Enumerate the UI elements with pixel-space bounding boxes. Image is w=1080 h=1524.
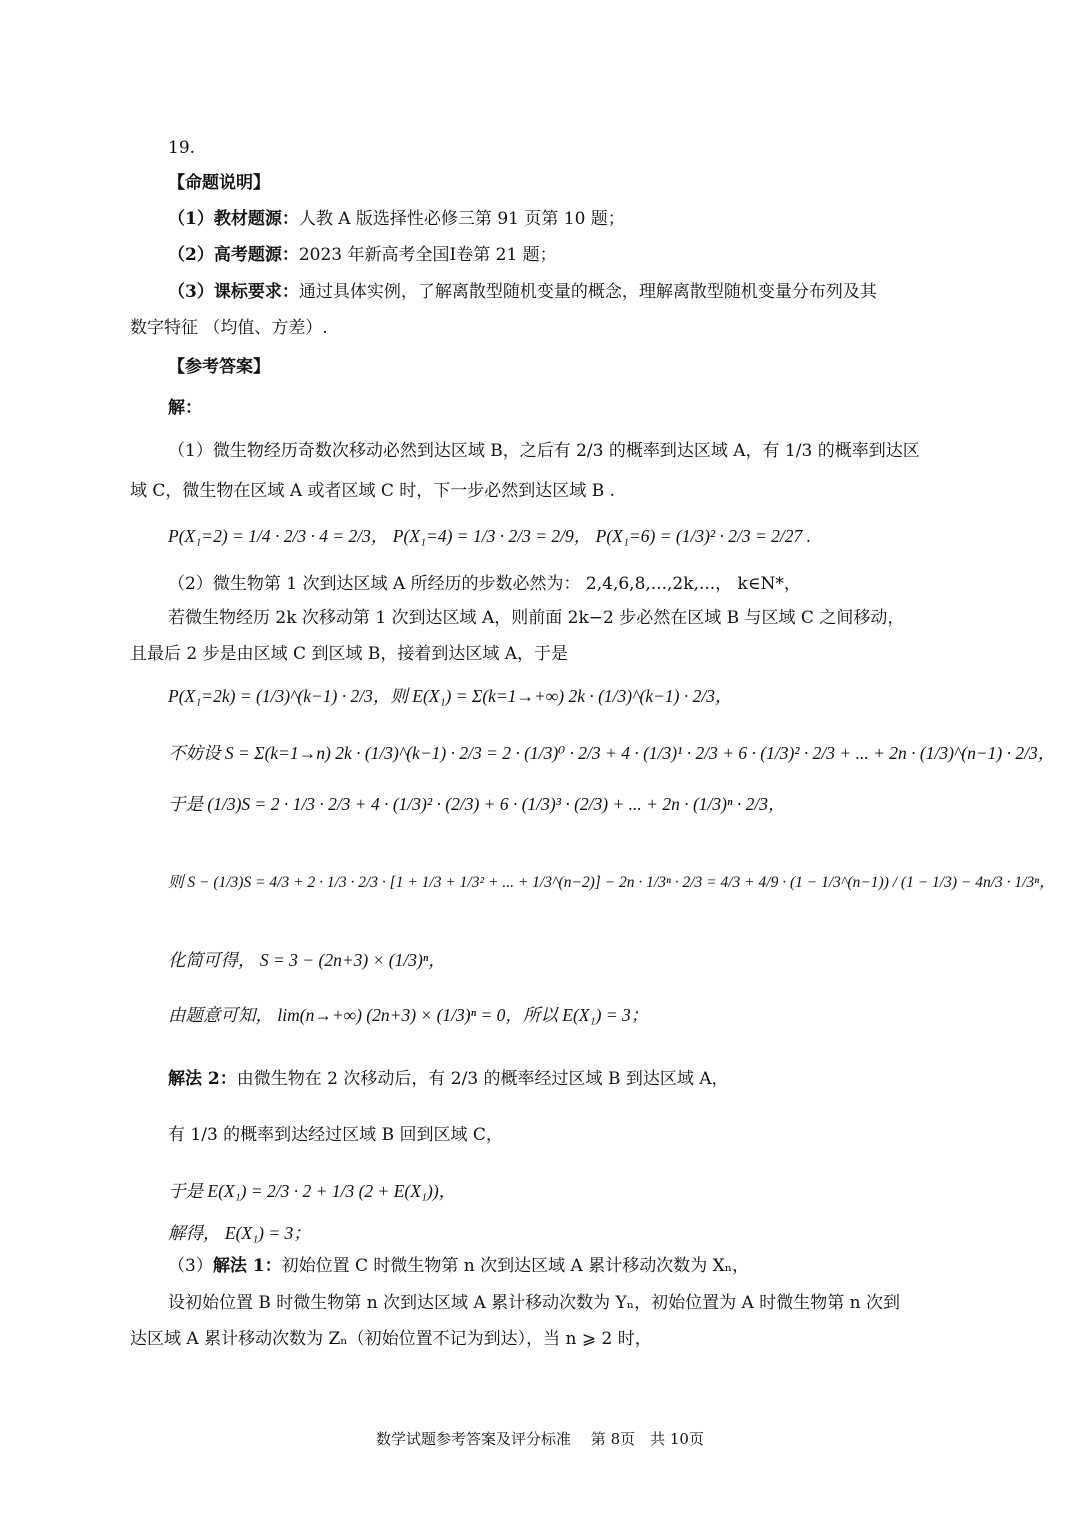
method2-line1-text: 由微生物在 2 次移动后，有 2/3 的概率经过区域 B 到达区域 A， [236,1069,729,1089]
simplified-sum-equation: 化简可得， S = 3 − (2n+3) × (1/3)ⁿ， [168,950,446,970]
method2-label: 解法 2： [168,1069,237,1089]
part1-line2: 域 C，微生物在区域 A 或者区域 C 时，下一步必然到达区域 B . [130,481,616,501]
recursive-expectation-equation: 于是 E(X₁) = 2/3 · 2 + 1/3 (2 + E(X₁))， [168,1181,457,1201]
gaokao-source-label: （2）高考题源： [168,245,299,265]
curriculum-standard [168,281,877,304]
textbook-source-text: 人教 A 版选择性必修三第 91 页第 10 题； [298,209,625,229]
part3-line3: 达区域 A 累计移动次数为 Zₙ（初始位置不记为到达），当 n ⩾ 2 时， [130,1329,652,1349]
part3-line2: 设初始位置 B 时微生物第 n 次到达区域 A 累计移动次数为 Yₙ，初始位置为 A 时微生物第 n 次到 [168,1293,900,1313]
part2-line2: 若微生物经历 2k 次移动第 1 次到达区域 A，则前面 2k−2 步必然在区域 B 与区域 C 之间移动， [168,608,905,628]
gaokao-source [168,244,557,267]
part3-method1-label: 解法 1： [212,1256,282,1276]
part3-line1 [168,1255,749,1278]
answer-heading: 【参考答案】 [168,357,270,377]
method2-line1 [168,1068,729,1091]
curriculum-standard-text-2: 数字特征 （均值、方差）. [130,318,328,338]
curriculum-standard-label: （3）课标要求： [168,282,299,302]
proposition-heading: 【命题说明】 [168,173,270,193]
one-third-sum-equation: 于是 (1/3)S = 2 · 1/3 · 2/3 + 4 · (1/3)² · (2/3) + 6 · (1/3)³ · (2/3) + ... + 2n · (1/3)ⁿ · 2/3， [168,794,786,814]
curriculum-standard-text-1: 通过具体实例，了解离散型随机变量的概念，理解离散型随机变量分布列及其 [298,282,877,302]
part3-line1-text: 初始位置 C 时微生物第 n 次到达区域 A 累计移动次数为 Xₙ， [281,1256,750,1276]
method2-line2: 有 1/3 的概率到达经过区域 B 回到区域 C， [168,1125,503,1145]
expectation-result: 解得， E(X₁) = 3； [168,1223,311,1243]
question-number: 19. [168,138,196,158]
part3-prefix: （3） [168,1256,213,1276]
expectation-series-equation: P(X₁=2k) = (1/3)^(k−1) · 2/3，则 E(X₁) = Σ(k=1→+∞) 2k · (1/3)^(k−1) · 2/3， [168,686,733,706]
part2-line3: 且最后 2 步是由区域 C 到区域 B，接着到达区域 A，于是 [130,644,569,664]
limit-equation: 由题意可知， lim(n→+∞) (2n+3) × (1/3)ⁿ = 0，所以 E(X₁) = 3； [168,1005,649,1025]
gaokao-source-text: 2023 年新高考全国I卷第 21 题； [298,245,557,265]
difference-equation: 则 S − (1/3)S = 4/3 + 2 · 1/3 · 2/3 · [1 + 1/3 + 1/3² + ... + 1/3^(n−2)] − 2n · 1/3ⁿ · 2/3 = 4/3 + 4/9 · (1 − 1/3^(n−1)) / (1 − 1/3) − 4n/3 · 1/3ⁿ， [168,874,1055,891]
textbook-source-label: （1）教材题源： [168,209,299,229]
textbook-source [168,208,625,231]
part1-line1: （1）微生物经历奇数次移动必然到达区域 B，之后有 2/3 的概率到达区域 A，有 1/3 的概率到达区 [168,441,920,461]
probability-equation: P(X₁=2) = 1/4 · 2/3 · 4 = 2/3， P(X₁=4) = 1/3 · 2/3 = 2/9， P(X₁=6) = (1/3)² · 2/3 = 2/27 . [168,526,812,546]
part2-line1: （2）微生物第 1 次到达区域 A 所经历的步数必然为： 2,4,6,8,...,2k,...， k∈N*， [168,574,801,594]
solution-label: 解： [168,398,202,418]
page-footer: 数学试题参考答案及评分标准 第 8页 共 10页 [376,1430,704,1448]
sum-definition-equation: 不妨设 S = Σ(k=1→n) 2k · (1/3)^(k−1) · 2/3 = 2 · (1/3)⁰ · 2/3 + 4 · (1/3)¹ · 2/3 + 6 · (1/3)² · 2/3 + ... + 2n · (1/3)^(n−1) · 2/3， [168,743,1056,763]
